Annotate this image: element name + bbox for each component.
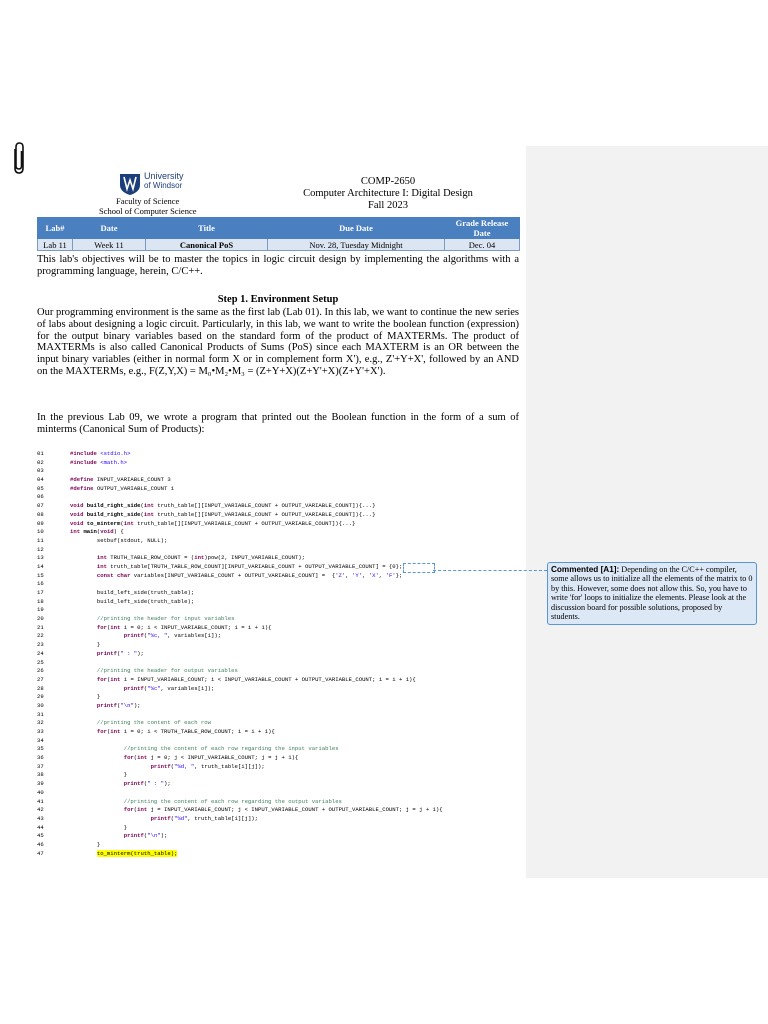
code-line	[37, 815, 517, 824]
code-line-number: 10	[37, 528, 44, 536]
code-line-text: //printing the content of each row regarding the input variables	[123, 745, 339, 753]
course-name: Computer Architecture I: Digital Design	[303, 188, 473, 199]
code-line-number: 40	[37, 788, 44, 796]
code-line-number: 33	[37, 728, 44, 735]
code-line	[37, 467, 517, 476]
code-line-number: 35	[37, 745, 44, 753]
logo-line-2: of Windsor	[144, 181, 183, 190]
code-line-number: 39	[37, 780, 44, 788]
code-line	[37, 798, 517, 807]
code-line	[37, 806, 517, 815]
code-line	[37, 502, 517, 511]
code-line-text: }	[70, 641, 101, 649]
code-line	[37, 841, 517, 850]
code-line	[37, 632, 517, 641]
code-line-number: 06	[37, 493, 44, 501]
code-line	[37, 537, 517, 546]
code-line	[37, 606, 517, 615]
code-listing	[37, 450, 517, 858]
code-line	[37, 850, 517, 859]
code-line-text: printf("%d", truth_table[i][j]);	[150, 814, 259, 822]
code-line-number: 25	[37, 658, 44, 666]
code-line-number: 24	[37, 649, 44, 657]
code-line-text: const char variables[INPUT_VARIABLE_COUNT + OUTPUT_VARIABLE_COUNT] = {'Z', 'Y', 'X', 'F'};	[96, 571, 403, 579]
code-line-text: printf("%c", variables[i]);	[123, 684, 215, 692]
code-line-number: 18	[37, 597, 44, 605]
code-line	[37, 763, 517, 772]
code-line-text: void build_right_side(int truth_table[][INPUT_VARIABLE_COUNT + OUTPUT_VARIABLE_COUNT]){...}	[70, 510, 376, 518]
code-line-number: 23	[37, 641, 44, 649]
code-line-number: 13	[37, 554, 44, 562]
code-line-text: for(int i = 0; i < TRUTH_TABLE_ROW_COUNT; i = i + 1){	[96, 728, 275, 735]
code-line	[37, 780, 517, 789]
code-line	[37, 789, 517, 798]
code-line-number: 21	[37, 623, 44, 631]
code-line-number: 20	[37, 615, 44, 623]
code-line-number: 44	[37, 823, 44, 831]
code-line-number: 12	[37, 545, 44, 553]
code-line-text: //printing the content of each row regarding the output variables	[123, 797, 342, 805]
code-line-text: build_left_side(truth_table);	[70, 589, 195, 596]
code-line-number: 02	[37, 458, 44, 466]
intro-paragraph: This lab's objectives will be to master the topics in logic circuit design by implementing the algorithms with a programming language, herein, C/C++.	[37, 254, 519, 277]
code-line	[37, 832, 517, 841]
comment-bubble[interactable]	[547, 562, 757, 625]
code-line	[37, 589, 517, 598]
code-line-text: for(int j = 0; j < INPUT_VARIABLE_COUNT; j = j + 1){	[123, 754, 299, 762]
paperclip-icon[interactable]	[8, 141, 30, 177]
code-line	[37, 745, 517, 754]
code-line-text: printf(" : ");	[123, 780, 171, 788]
code-line-number: 42	[37, 806, 44, 814]
code-line-number: 43	[37, 814, 44, 822]
code-line-text: printf("\n");	[96, 701, 141, 709]
table-row	[38, 239, 520, 251]
code-line-number: 04	[37, 476, 44, 484]
code-line-number: 05	[37, 484, 44, 492]
code-line-number: 31	[37, 710, 44, 718]
code-line	[37, 719, 517, 728]
step-heading: Step 1. Environment Setup	[217, 294, 339, 305]
code-line	[37, 615, 517, 624]
lab-table-header-row	[38, 218, 520, 239]
cell-date: Week 11	[73, 239, 146, 251]
code-line	[37, 737, 517, 746]
previous-lab-paragraph: In the previous Lab 09, we wrote a program that printed out the Boolean function in the form of a sum of minterms (Canonical Sum of Products):	[37, 412, 519, 435]
code-line-number: 26	[37, 667, 44, 675]
code-line-text: //printing the content of each row	[96, 719, 211, 727]
code-line	[37, 528, 517, 537]
code-line-text: }	[70, 693, 101, 701]
code-line	[37, 754, 517, 763]
university-shield-icon	[118, 172, 142, 196]
code-line-text: for(int j = INPUT_VARIABLE_COUNT; j < INPUT_VARIABLE_COUNT + OUTPUT_VARIABLE_COUNT; j = j + 1){	[123, 806, 443, 814]
lab-info-table	[37, 217, 520, 251]
code-line	[37, 641, 517, 650]
code-line	[37, 667, 517, 676]
code-line	[37, 485, 517, 494]
col-grade-release: Grade Release Date	[445, 218, 520, 239]
code-line	[37, 598, 517, 607]
code-line-number: 19	[37, 606, 44, 614]
code-line-text: int TRUTH_TABLE_ROW_COUNT = (int)pow(2, INPUT_VARIABLE_COUNT);	[96, 554, 306, 562]
code-line	[37, 824, 517, 833]
code-line-text: #define OUTPUT_VARIABLE_COUNT 1	[70, 484, 175, 492]
code-line-number: 01	[37, 450, 44, 457]
code-line-number: 28	[37, 684, 44, 692]
school-name: School of Computer Science	[99, 206, 197, 216]
code-line-number: 41	[37, 797, 44, 805]
code-line-text: setbuf(stdout, NULL);	[70, 536, 168, 544]
cell-lab-number: Lab 11	[38, 239, 73, 251]
code-line	[37, 476, 517, 485]
code-line	[37, 554, 517, 563]
col-due-date: Due Date	[268, 218, 445, 239]
code-line-text: printf("%c, ", variables[i]);	[123, 632, 222, 640]
code-line	[37, 685, 517, 694]
cell-grade-release: Dec. 04	[445, 239, 520, 251]
code-line	[37, 650, 517, 659]
code-line-number: 37	[37, 762, 44, 770]
code-line-number: 15	[37, 571, 44, 579]
code-line-text: //printing the header for input variables	[96, 615, 235, 623]
code-line-number: 36	[37, 754, 44, 762]
code-line	[37, 459, 517, 468]
code-line-number: 08	[37, 510, 44, 518]
code-line-text: to_minterm(truth_table);	[96, 849, 178, 857]
code-line-number: 46	[37, 840, 44, 848]
code-line-number: 38	[37, 771, 44, 779]
code-line-text: #include <math.h>	[70, 458, 128, 466]
cell-due-date: Nov. 28, Tuesday Midnight	[268, 239, 445, 251]
step-paragraph: Our programming environment is the same as the first lab (Lab 01). In this lab, we want to continue the new series of labs about designing a logic circuit. Particularly, in this lab, we want to write the boolean function (expression) for the output binary variables based on the standard form of the product of MAXTERMs. The product of MAXTERMs is also called Canonical Products of Sums (PoS) since each MAXTERM is an OR between the input binary variables (either in normal form X or in complement form X'), e.g., Z'+Y+X', followed by an AND on the MAXTERMs, e.g., F(Z,Y,X) = M₀•M₂•M₃ = (Z+Y+X)(Z+Y'+X)(Z+Y'+X').	[37, 307, 519, 377]
code-line-text: for(int i = INPUT_VARIABLE_COUNT; i < INPUT_VARIABLE_COUNT + OUTPUT_VARIABLE_COUNT; i = i + 1){	[96, 675, 416, 683]
code-line-text: }	[70, 840, 101, 848]
code-line	[37, 520, 517, 529]
code-line-number: 29	[37, 693, 44, 701]
code-line-text: int truth_table[TRUTH_TABLE_ROW_COUNT][INPUT_VARIABLE_COUNT + OUTPUT_VARIABLE_COUNT] = {0};	[96, 562, 403, 570]
code-line-number: 14	[37, 562, 44, 570]
code-line-number: 32	[37, 719, 44, 727]
code-line-number: 27	[37, 675, 44, 683]
code-line-number: 07	[37, 502, 44, 510]
code-line	[37, 693, 517, 702]
code-line-number: 11	[37, 536, 44, 544]
code-line-number: 17	[37, 589, 44, 596]
university-wordmark	[144, 172, 184, 190]
code-line	[37, 546, 517, 555]
comment-margin-pane	[526, 146, 768, 878]
code-line	[37, 511, 517, 520]
col-date: Date	[73, 218, 146, 239]
code-line-number: 22	[37, 632, 44, 640]
code-line-text: #include <stdio.h>	[70, 450, 131, 457]
code-line-text: }	[70, 771, 128, 779]
code-line-number: 16	[37, 580, 44, 588]
code-line	[37, 659, 517, 668]
code-line-text: #define INPUT_VARIABLE_COUNT 3	[70, 476, 171, 484]
code-line-text: }	[70, 823, 128, 831]
code-line-number: 30	[37, 701, 44, 709]
code-line-text: //printing the header for output variables	[96, 667, 238, 675]
code-line-text: void build_right_side(int truth_table[][INPUT_VARIABLE_COUNT + OUTPUT_VARIABLE_COUNT]){...}	[70, 502, 376, 510]
code-line	[37, 493, 517, 502]
code-line	[37, 580, 517, 589]
code-line	[37, 450, 517, 459]
code-line-text: for(int i = 0; i < INPUT_VARIABLE_COUNT; i = i + 1){	[96, 623, 272, 631]
col-title: Title	[146, 218, 268, 239]
comment-text: Depending on the C/C++ compiler, some allows us to initialize all the elements of the matrix to 0 by this. However, some does not allow this. So, you have to write 'for' loops to initialize the elements. Please look at the discussion board for possible solutions, proposed by students.	[551, 565, 753, 622]
comment-author: Commented [A1]:	[551, 565, 620, 574]
code-line	[37, 711, 517, 720]
code-line	[37, 702, 517, 711]
course-code: COMP-2650	[360, 176, 416, 187]
faculty-name: Faculty of Science	[116, 196, 180, 206]
code-line-number: 03	[37, 467, 44, 475]
code-line-text: void to_minterm(int truth_table[][INPUT_VARIABLE_COUNT + OUTPUT_VARIABLE_COUNT]){...}	[70, 519, 356, 527]
code-line	[37, 624, 517, 633]
code-line	[37, 676, 517, 685]
code-line-text: build_left_side(truth_table);	[70, 597, 195, 605]
code-line	[37, 728, 517, 737]
course-term: Fall 2023	[368, 200, 408, 211]
comment-anchor-highlight[interactable]	[403, 563, 435, 573]
logo-line-1: University	[144, 171, 184, 181]
code-line-text: printf("\n");	[123, 832, 168, 840]
code-line	[37, 572, 517, 581]
code-line-number: 09	[37, 519, 44, 527]
code-line-number: 45	[37, 832, 44, 840]
code-line-text: int main(void) {	[70, 528, 124, 536]
comment-connector-line	[433, 570, 547, 571]
code-line-text: printf("%d, ", truth_table[i][j]);	[150, 762, 265, 770]
code-line-number: 47	[37, 849, 44, 857]
code-line-text: printf(" : ");	[96, 649, 144, 657]
code-line-number: 34	[37, 736, 44, 744]
cell-title: Canonical PoS	[146, 239, 268, 251]
col-lab-number: Lab#	[38, 218, 73, 239]
code-line	[37, 771, 517, 780]
